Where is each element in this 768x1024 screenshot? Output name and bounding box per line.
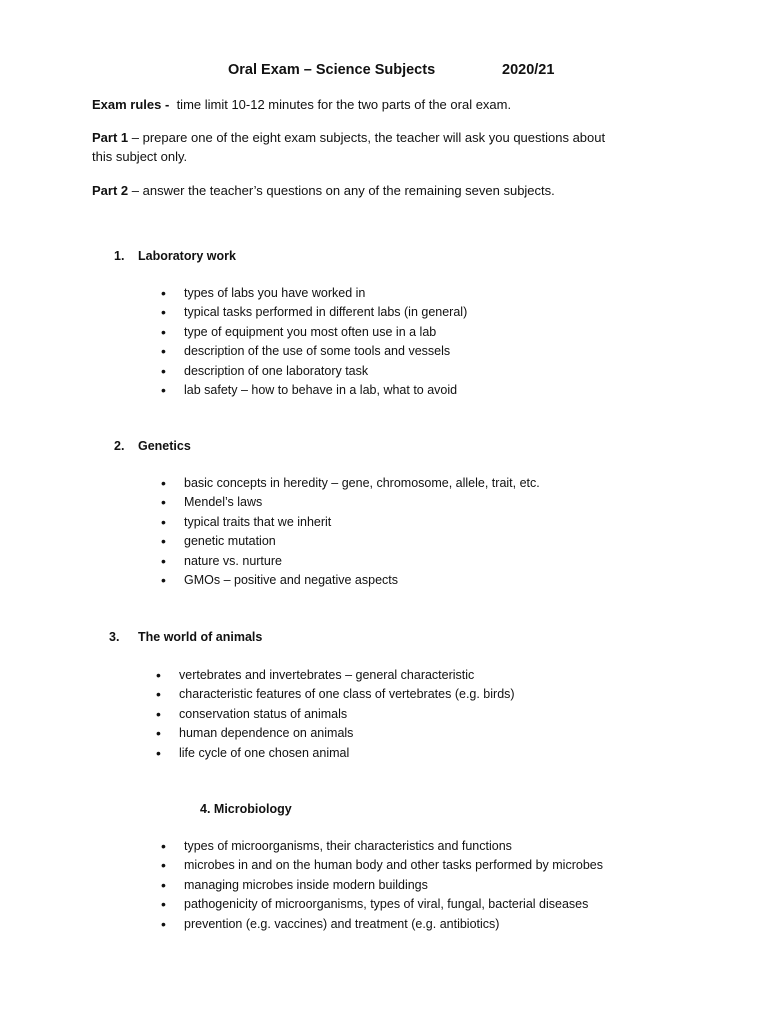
document-page: Oral Exam – Science Subjects 2020/21 Exam rules - time limit 10-12 minutes for the two parts of the oral exam. Part 1 – prepare one of the eight exam subjects, the teacher will ask you questions about this subject only. Part 2 – answer the teacher’s questions on any of the remaining seven subjects. 1. Laboratory work • types of labs you have worked in • typical tasks performed in different labs (in general) • type of equipment you most often use in a lab • description of the use of some tools and vessels • description of one laboratory task • lab safety – how to behave in a lab, what to avoid 2. Genetics • basic concepts in heredity – gene, chromosome, allele, trait, etc. • Mendel’s laws • typical traits that we inherit • genetic mutation • nature vs. nurture • GMOs – positive and negative aspects 3. The world of animals • vertebrates and invertebrates – general characteristic • characteristic features of one class of vertebrates (e.g. birds) • conservation status of animals • human dependence on animals • life cycle of one chosen animal 4. Microbiology • types of microorganisms, their characteristics and functions • microbes in and on the human body and other tasks performed by microbes • managing microbes inside modern buildings • pathogenicity of microorganisms, types of viral, fungal, bacterial diseases • prevention (e.g. vaccines) and treatment (e.g. antibiotics) [0,0,768,1024]
section-number: 4. [200,802,211,816]
exam-rules-text: time limit 10-12 minutes for the two parts of the oral exam. [176,97,512,112]
part-2-text: – answer the teacher’s questions on any of the remaining seven subjects. [131,183,555,198]
bullet-icon: • [161,513,166,530]
section-number: 2. [114,439,125,453]
section-heading [109,628,262,646]
section-title: Genetics [138,439,191,453]
title-text: Oral Exam – Science Subjects [228,62,436,78]
bullet-icon: • [156,705,161,722]
section-heading [114,247,236,265]
exam-rules-label: Exam rules - [92,97,170,112]
bullet-icon: • [161,571,166,588]
bullet-icon: • [161,304,166,321]
section-title: Laboratory work [138,249,236,263]
bullet-icon: • [161,552,166,569]
bullet-icon: • [156,725,161,742]
section-title: The world of animals [138,630,263,644]
bullet-icon: • [156,667,161,683]
bullet-icon: • [156,686,161,703]
exam-rules [92,96,692,115]
bullet-icon: • [161,857,166,874]
school-year: 2020/21 [502,62,555,78]
section-title: Microbiology [213,802,292,816]
bullet-icon: • [161,285,166,301]
bullet-icon: • [161,362,166,379]
bullet-icon: • [161,838,166,854]
bullet-icon: • [161,494,166,511]
bullet-icon: • [161,533,166,550]
section-heading [114,437,191,455]
bullet-icon: • [161,475,166,491]
part-1-label: Part 1 [92,130,129,145]
bullet-icon: • [161,323,166,340]
part-2-label: Part 2 [92,183,129,198]
bullet-icon: • [156,744,161,761]
bullet-icon: • [161,343,166,360]
bullet-icon: • [161,381,166,398]
bullet-icon: • [161,915,166,932]
bullet-icon: • [161,896,166,913]
section-heading [200,800,292,818]
section-number: 1. [114,249,125,263]
bullet-icon: • [161,876,166,893]
part-1-text: – prepare one of the eight exam subjects, the teacher will ask you questions about [131,130,606,145]
section-number: 3. [109,630,120,644]
part-1-text-cont: this subject only. [92,148,188,164]
part-1 [92,129,692,167]
part-2 [92,182,692,201]
